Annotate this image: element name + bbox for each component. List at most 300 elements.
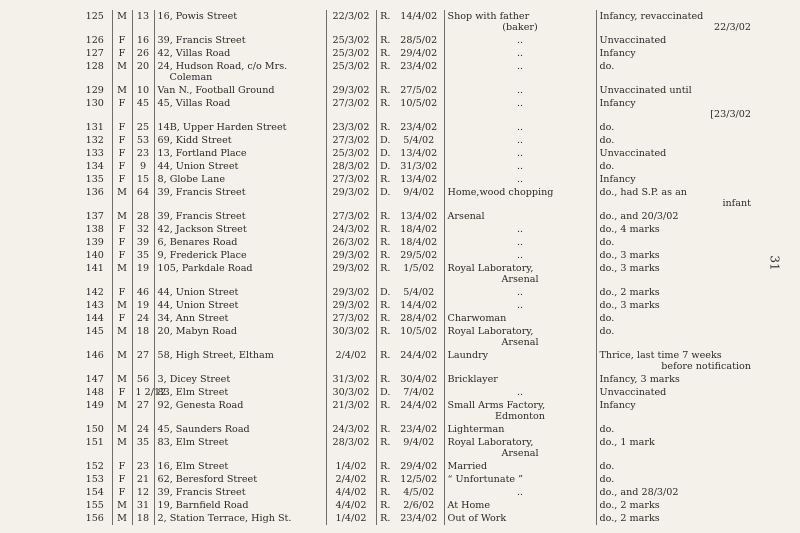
- sex: F: [112, 473, 132, 486]
- address: [154, 84, 326, 97]
- case-number: 140: [78, 249, 112, 262]
- case-number: 126: [78, 34, 112, 47]
- sex: F: [112, 486, 132, 499]
- vaccination-note: [596, 423, 754, 436]
- vaccination-note-line: Unvaccinated: [599, 387, 667, 398]
- age: 39: [132, 236, 154, 249]
- result: D.: [380, 287, 391, 298]
- age: 19: [132, 262, 154, 286]
- occupation-line: ..: [516, 174, 524, 185]
- result-date: 29/5/02: [394, 249, 444, 262]
- sex: F: [112, 134, 132, 147]
- notified-date: 2/4/02: [326, 473, 376, 486]
- address: [154, 47, 326, 60]
- occupation: [444, 160, 596, 173]
- vaccination-note: [596, 186, 754, 210]
- address: [154, 97, 326, 121]
- vaccination-note-line: do.: [599, 326, 615, 337]
- address-line: 69, Kidd Street: [157, 135, 232, 146]
- occupation-line-2: Arsenal: [501, 274, 539, 285]
- case-number: 147: [78, 373, 112, 386]
- sex: F: [112, 97, 132, 121]
- sex: F: [112, 147, 132, 160]
- vaccination-note-line: Infancy, revaccinated: [599, 11, 704, 22]
- vaccination-note-line: do., 2 marks: [599, 500, 660, 511]
- result-date: 23/4/02: [394, 121, 444, 134]
- result-date: 29/4/02: [394, 460, 444, 473]
- table-row: [78, 121, 754, 134]
- case-number: 139: [78, 236, 112, 249]
- result: R.: [380, 61, 391, 72]
- result-date: 7/4/02: [394, 386, 444, 399]
- result-date: 9/4/02: [394, 186, 444, 210]
- notified-date: 4/4/02: [326, 486, 376, 499]
- sex: M: [112, 325, 132, 349]
- age: 23: [132, 147, 154, 160]
- table-row: [78, 84, 754, 97]
- sex: F: [112, 286, 132, 299]
- case-number: 135: [78, 173, 112, 186]
- page-number: 31: [767, 255, 782, 271]
- occupation: [444, 473, 596, 486]
- vaccination-note-line: do.: [599, 313, 615, 324]
- occupation: [444, 97, 596, 121]
- occupation-line: ..: [516, 387, 524, 398]
- address: [154, 499, 326, 512]
- table-row: [78, 399, 754, 423]
- vaccination-note-line: do.: [599, 135, 615, 146]
- address-line: 92, Genesta Road: [157, 400, 244, 411]
- sex: F: [112, 236, 132, 249]
- result: R.: [380, 513, 391, 524]
- notified-date: 30/3/02: [326, 386, 376, 399]
- vaccination-note: [596, 160, 754, 173]
- case-number: 152: [78, 460, 112, 473]
- vaccination-note: [596, 386, 754, 399]
- occupation-line: ..: [516, 250, 524, 261]
- notified-date: 21/3/02: [326, 399, 376, 423]
- address: [154, 512, 326, 525]
- occupation-line: ..: [516, 135, 524, 146]
- occupation: [444, 173, 596, 186]
- occupation: [444, 147, 596, 160]
- vaccination-note: [596, 10, 754, 34]
- result: R.: [380, 424, 391, 435]
- address-line-2: Coleman: [169, 72, 213, 83]
- notified-date: 25/3/02: [326, 147, 376, 160]
- occupation-line: Royal Laboratory,: [447, 326, 534, 337]
- table-row: [78, 436, 754, 460]
- table-row: [78, 486, 754, 499]
- vaccination-note: [596, 299, 754, 312]
- case-number: 145: [78, 325, 112, 349]
- notified-date: 24/3/02: [326, 223, 376, 236]
- result: D.: [380, 135, 391, 146]
- case-number: 154: [78, 486, 112, 499]
- vaccination-note: [596, 349, 754, 373]
- sex: M: [112, 399, 132, 423]
- occupation: [444, 486, 596, 499]
- case-number: 141: [78, 262, 112, 286]
- occupation-line: Small Arms Factory,: [447, 400, 546, 411]
- notified-date: 28/3/02: [326, 436, 376, 460]
- address-line: 2, Station Terrace, High St.: [157, 513, 292, 524]
- notified-date: 29/3/02: [326, 84, 376, 97]
- result-date: 24/4/02: [394, 349, 444, 373]
- result: R.: [380, 500, 391, 511]
- occupation: [444, 236, 596, 249]
- result-date: 5/4/02: [394, 134, 444, 147]
- result-date: 5/4/02: [394, 286, 444, 299]
- result: R.: [380, 313, 391, 324]
- age: 1 2/12: [132, 386, 154, 399]
- result-date: 1/5/02: [394, 262, 444, 286]
- vaccination-note: [596, 486, 754, 499]
- case-number: 144: [78, 312, 112, 325]
- vaccination-note: [596, 173, 754, 186]
- vaccination-note-line-2: [23/3/02: [710, 109, 751, 120]
- occupation: [444, 262, 596, 286]
- case-number: 128: [78, 60, 112, 84]
- sex: F: [112, 173, 132, 186]
- address-line: 44, Union Street: [157, 161, 239, 172]
- occupation-line: Laundry: [447, 350, 489, 361]
- address: [154, 134, 326, 147]
- age: 15: [132, 173, 154, 186]
- occupation-line: ..: [516, 224, 524, 235]
- address-line: 42, Villas Road: [157, 48, 231, 59]
- address: [154, 236, 326, 249]
- case-number: 146: [78, 349, 112, 373]
- occupation-line: ..: [516, 35, 524, 46]
- result-date: 18/4/02: [394, 223, 444, 236]
- address: [154, 373, 326, 386]
- age: 46: [132, 286, 154, 299]
- address: [154, 349, 326, 373]
- result: R.: [380, 474, 391, 485]
- case-number: 149: [78, 399, 112, 423]
- address-line: 62, Beresford Street: [157, 474, 258, 485]
- vaccination-note: [596, 121, 754, 134]
- notified-date: 29/3/02: [326, 249, 376, 262]
- table-row: [78, 60, 754, 84]
- notified-date: 29/3/02: [326, 299, 376, 312]
- case-number: 129: [78, 84, 112, 97]
- sex: F: [112, 121, 132, 134]
- address-line: 105, Parkdale Road: [157, 263, 253, 274]
- address-line: 42, Jackson Street: [157, 224, 247, 235]
- result-date: 13/4/02: [394, 210, 444, 223]
- case-number: 150: [78, 423, 112, 436]
- address-line: 45, Saunders Road: [157, 424, 250, 435]
- result-date: 10/5/02: [394, 97, 444, 121]
- vaccination-note: [596, 134, 754, 147]
- result: D.: [380, 187, 391, 198]
- address-line: 20, Mabyn Road: [157, 326, 237, 337]
- age: 18: [132, 512, 154, 525]
- result: R.: [380, 35, 391, 46]
- occupation: [444, 249, 596, 262]
- vaccination-note: [596, 97, 754, 121]
- vaccination-note: [596, 436, 754, 460]
- case-number: 137: [78, 210, 112, 223]
- age: 31: [132, 499, 154, 512]
- sex: M: [112, 186, 132, 210]
- notified-date: 1/4/02: [326, 460, 376, 473]
- address: [154, 60, 326, 84]
- vaccination-note-line: do., and 28/3/02: [599, 487, 679, 498]
- address-line: 83, Elm Street: [157, 387, 229, 398]
- table-row: [78, 47, 754, 60]
- table-row: [78, 10, 754, 34]
- occupation-line: ..: [516, 161, 524, 172]
- result-date: 4/5/02: [394, 486, 444, 499]
- occupation: [444, 60, 596, 84]
- case-rows: [78, 10, 754, 525]
- vaccination-note: [596, 249, 754, 262]
- result: R.: [380, 174, 391, 185]
- case-number: 156: [78, 512, 112, 525]
- sex: M: [112, 499, 132, 512]
- address-line: 16, Elm Street: [157, 461, 229, 472]
- result-date: 23/4/02: [394, 60, 444, 84]
- address: [154, 325, 326, 349]
- age: 25: [132, 121, 154, 134]
- occupation-line: Charwoman: [447, 313, 507, 324]
- notified-date: 24/3/02: [326, 423, 376, 436]
- age: 16: [132, 34, 154, 47]
- vaccination-note-line-2: infant: [722, 198, 751, 209]
- result-date: 30/4/02: [394, 373, 444, 386]
- age: 9: [132, 160, 154, 173]
- vaccination-note-line: do., 2 marks: [599, 513, 660, 524]
- vaccination-note-line: do.: [599, 461, 615, 472]
- table-row: [78, 210, 754, 223]
- table-row: [78, 460, 754, 473]
- notified-date: 27/3/02: [326, 210, 376, 223]
- case-number: 138: [78, 223, 112, 236]
- age: 56: [132, 373, 154, 386]
- address: [154, 399, 326, 423]
- address-line: 39, Francis Street: [157, 487, 246, 498]
- result: R.: [380, 224, 391, 235]
- vaccination-note-line: do., 1 mark: [599, 437, 655, 448]
- result: R.: [380, 250, 391, 261]
- address-line: 58, High Street, Eltham: [157, 350, 274, 361]
- case-number: 125: [78, 10, 112, 34]
- sex: F: [112, 47, 132, 60]
- table-row: [78, 249, 754, 262]
- occupation-line-2: (baker): [502, 22, 538, 33]
- table-row: [78, 349, 754, 373]
- case-number: 155: [78, 499, 112, 512]
- case-number: 136: [78, 186, 112, 210]
- occupation-line: ..: [516, 85, 524, 96]
- result-date: 12/5/02: [394, 473, 444, 486]
- address-line: 3, Dicey Street: [157, 374, 231, 385]
- notified-date: 28/3/02: [326, 160, 376, 173]
- occupation-line: “ Unfortunate ”: [447, 474, 524, 485]
- table-row: [78, 299, 754, 312]
- notified-date: 27/3/02: [326, 312, 376, 325]
- notified-date: 27/3/02: [326, 134, 376, 147]
- result-date: 10/5/02: [394, 325, 444, 349]
- vaccination-note: [596, 312, 754, 325]
- occupation: [444, 499, 596, 512]
- occupation-line-2: Arsenal: [501, 337, 539, 348]
- age: 27: [132, 349, 154, 373]
- address: [154, 486, 326, 499]
- sex: M: [112, 373, 132, 386]
- result: D.: [380, 161, 391, 172]
- vaccination-note: [596, 499, 754, 512]
- occupation: [444, 186, 596, 210]
- age: 18: [132, 325, 154, 349]
- occupation-line: ..: [516, 287, 524, 298]
- sex: M: [112, 262, 132, 286]
- address: [154, 249, 326, 262]
- address: [154, 210, 326, 223]
- table-row: [78, 473, 754, 486]
- table-row: [78, 186, 754, 210]
- vaccination-note: [596, 373, 754, 386]
- table-row: [78, 373, 754, 386]
- age: 24: [132, 312, 154, 325]
- result: D.: [380, 148, 391, 159]
- table-row: [78, 262, 754, 286]
- notified-date: 27/3/02: [326, 173, 376, 186]
- table-row: [78, 134, 754, 147]
- vaccination-note-line: do.: [599, 474, 615, 485]
- vaccination-note: [596, 84, 754, 97]
- age: 32: [132, 223, 154, 236]
- result: R.: [380, 300, 391, 311]
- age: 26: [132, 47, 154, 60]
- result-date: 23/4/02: [394, 423, 444, 436]
- sex: F: [112, 223, 132, 236]
- case-number: 131: [78, 121, 112, 134]
- occupation-line: Royal Laboratory,: [447, 263, 534, 274]
- occupation: [444, 460, 596, 473]
- age: 13: [132, 10, 154, 34]
- occupation-line-2: Arsenal: [501, 448, 539, 459]
- occupation: [444, 373, 596, 386]
- address-line: 14B, Upper Harden Street: [157, 122, 287, 133]
- sex: M: [112, 210, 132, 223]
- address-line: 83, Elm Street: [157, 437, 229, 448]
- address: [154, 223, 326, 236]
- age: 53: [132, 134, 154, 147]
- vaccination-note-line: do., 2 marks: [599, 287, 660, 298]
- vaccination-note: [596, 473, 754, 486]
- case-number: 132: [78, 134, 112, 147]
- occupation: [444, 436, 596, 460]
- table-row: [78, 160, 754, 173]
- vaccination-note-line: do., 3 marks: [599, 300, 660, 311]
- notified-date: 25/3/02: [326, 47, 376, 60]
- table-row: [78, 312, 754, 325]
- occupation: [444, 121, 596, 134]
- result-date: 28/5/02: [394, 34, 444, 47]
- occupation: [444, 299, 596, 312]
- address: [154, 473, 326, 486]
- age: 24: [132, 423, 154, 436]
- sex: F: [112, 249, 132, 262]
- occupation-line: Shop with father: [447, 11, 530, 22]
- occupation: [444, 512, 596, 525]
- occupation: [444, 312, 596, 325]
- case-number: 133: [78, 147, 112, 160]
- vaccination-note: [596, 236, 754, 249]
- occupation-line: Home,wood chopping: [447, 187, 554, 198]
- sex: M: [112, 512, 132, 525]
- case-number: 127: [78, 47, 112, 60]
- address-line: 9, Frederick Place: [157, 250, 247, 261]
- address-line: 39, Francis Street: [157, 211, 246, 222]
- vaccination-note: [596, 47, 754, 60]
- vaccination-note: [596, 223, 754, 236]
- result-date: 13/4/02: [394, 173, 444, 186]
- case-number: 151: [78, 436, 112, 460]
- occupation-line: Married: [447, 461, 488, 472]
- vaccination-note: [596, 34, 754, 47]
- occupation-line: Arsenal: [447, 211, 485, 222]
- vaccination-note-line: Unvaccinated: [599, 35, 667, 46]
- table-row: [78, 512, 754, 525]
- occupation-line: ..: [516, 48, 524, 59]
- occupation-line: ..: [516, 148, 524, 159]
- result-date: 14/4/02: [394, 299, 444, 312]
- notified-date: 30/3/02: [326, 325, 376, 349]
- occupation: [444, 423, 596, 436]
- age: 19: [132, 299, 154, 312]
- notified-date: 25/3/02: [326, 34, 376, 47]
- occupation-line: ..: [516, 300, 524, 311]
- sex: M: [112, 10, 132, 34]
- age: 35: [132, 249, 154, 262]
- result: R.: [380, 237, 391, 248]
- vaccination-note: [596, 286, 754, 299]
- sex: F: [112, 312, 132, 325]
- age: 20: [132, 60, 154, 84]
- case-number: 130: [78, 97, 112, 121]
- vaccination-note: [596, 399, 754, 423]
- result: R.: [380, 374, 391, 385]
- vaccination-note: [596, 460, 754, 473]
- notified-date: 1/4/02: [326, 512, 376, 525]
- result: R.: [380, 487, 391, 498]
- address: [154, 10, 326, 34]
- vaccination-note-line: do.: [599, 122, 615, 133]
- vaccination-note-line: Infancy: [599, 400, 636, 411]
- notified-date: 29/3/02: [326, 262, 376, 286]
- vaccination-note-line-2: before notification: [661, 361, 751, 372]
- occupation: [444, 399, 596, 423]
- result: R.: [380, 11, 391, 22]
- sex: M: [112, 436, 132, 460]
- occupation-line-2: Edmonton: [494, 411, 545, 422]
- address-line: 44, Union Street: [157, 287, 239, 298]
- age: 35: [132, 436, 154, 460]
- notified-date: 23/3/02: [326, 121, 376, 134]
- address-line: 8, Globe Lane: [157, 174, 226, 185]
- address: [154, 436, 326, 460]
- occupation-line: Bricklayer: [447, 374, 498, 385]
- occupation: [444, 34, 596, 47]
- address-line: Van N., Football Ground: [157, 85, 275, 96]
- vaccination-note-line: do.: [599, 237, 615, 248]
- case-number: 153: [78, 473, 112, 486]
